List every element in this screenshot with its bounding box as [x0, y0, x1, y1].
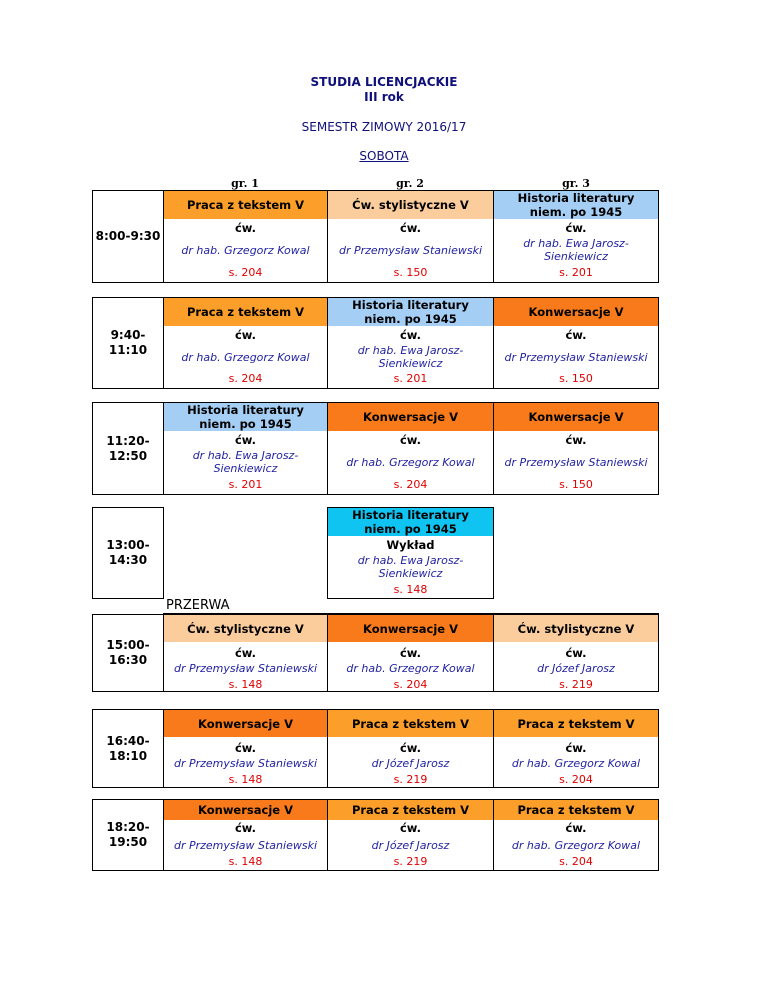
class-type: ćw.	[399, 741, 422, 755]
subject-header: Konwersacje V	[328, 615, 493, 642]
teacher: dr hab. Ewa Jarosz-Sienkiewicz	[357, 554, 464, 580]
room: s. 148	[228, 773, 263, 786]
class-cell[interactable]	[327, 402, 494, 495]
class-cell[interactable]	[493, 614, 659, 692]
class-type: ćw.	[234, 821, 257, 835]
teacher: dr Przemysław Staniewski	[504, 350, 648, 364]
subject-header: Ćw. stylistyczne V	[494, 615, 658, 642]
subject-header: Ćw. stylistyczne V	[328, 191, 493, 219]
time-slot	[92, 507, 164, 599]
time-label: 9:40-11:10	[108, 328, 148, 357]
room: s. 204	[393, 478, 428, 491]
room: s. 219	[393, 773, 428, 786]
teacher: dr Przemysław Staniewski	[173, 838, 318, 852]
teacher: dr Przemysław Staniewski	[338, 243, 483, 257]
class-type: ćw.	[565, 741, 587, 755]
title-line-2: III rok	[364, 90, 404, 104]
day-label: SOBOTA	[359, 149, 409, 163]
time-label: 16:40-18:10	[106, 733, 150, 763]
room: s. 148	[228, 678, 263, 691]
room: s. 148	[393, 583, 428, 596]
class-type: ćw.	[565, 646, 587, 660]
subject-header: Ćw. stylistyczne V	[164, 615, 327, 642]
room: s. 204	[393, 678, 428, 691]
teacher: dr Józef Jarosz	[371, 838, 450, 852]
room: s. 150	[559, 478, 593, 491]
subject-header: Praca z tekstem V	[494, 710, 658, 737]
subject-header: Praca z tekstem V	[164, 298, 327, 326]
class-cell[interactable]	[163, 799, 328, 871]
teacher: dr Józef Jarosz	[371, 756, 450, 770]
subject-header: Konwersacje V	[164, 710, 327, 737]
teacher: dr hab. Ewa Jarosz-Sienkiewicz	[192, 449, 299, 475]
group-header-1: gr. 1	[231, 177, 259, 190]
room: s. 201	[393, 372, 428, 385]
time-label: 11:20-12:50	[106, 433, 150, 463]
class-type: ćw.	[399, 433, 422, 447]
room: s. 150	[559, 372, 593, 385]
class-cell[interactable]	[493, 799, 659, 871]
teacher: dr Przemysław Staniewski	[504, 455, 648, 469]
subject-header: Praca z tekstem V	[164, 191, 327, 219]
teacher: dr hab. Ewa Jarosz-Sienkiewicz	[523, 237, 629, 263]
semester-label: SEMESTR ZIMOWY 2016/17	[301, 120, 467, 134]
class-cell[interactable]	[493, 402, 659, 495]
room: s. 204	[228, 266, 263, 279]
room: s. 204	[228, 372, 263, 385]
class-type: ćw.	[399, 221, 422, 235]
subject-header: Historia literatury niem. po 1945	[328, 508, 493, 536]
teacher: dr hab. Grzegorz Kowal	[181, 350, 310, 364]
teacher: dr Przemysław Staniewski	[173, 661, 318, 675]
room: s. 201	[559, 266, 593, 279]
class-type: ćw.	[399, 646, 422, 660]
class-type: ćw.	[565, 221, 587, 235]
group-header-3: gr. 3	[562, 177, 590, 190]
teacher: dr Przemysław Staniewski	[173, 756, 318, 770]
subject-header: Praca z tekstem V	[494, 800, 658, 820]
subject-header: Konwersacje V	[164, 800, 327, 820]
subject-header: Konwersacje V	[494, 298, 658, 326]
teacher: dr hab. Grzegorz Kowal	[511, 756, 641, 770]
class-type: ćw.	[234, 646, 257, 660]
class-cell[interactable]	[327, 799, 494, 871]
subject-header: Konwersacje V	[328, 403, 493, 431]
time-slot	[92, 614, 164, 692]
class-cell[interactable]	[327, 190, 494, 283]
room: s. 219	[559, 678, 593, 691]
class-type: ćw.	[399, 821, 422, 835]
time-label: 15:00-16:30	[106, 638, 150, 667]
class-cell[interactable]	[163, 614, 328, 692]
room: s. 148	[228, 855, 263, 868]
subject-header: Historia literatury niem. po 1945	[164, 403, 327, 431]
time-slot	[92, 402, 164, 495]
room: s. 219	[393, 855, 428, 868]
room: s. 204	[559, 855, 593, 868]
class-cell[interactable]	[493, 709, 659, 788]
break-label: PRZERWA	[166, 598, 230, 613]
time-label: 13:00-14:30	[106, 538, 150, 567]
class-type: ćw.	[234, 433, 257, 447]
subject-header: Historia literatury niem. po 1945	[328, 298, 493, 326]
time-label: 8:00-9:30	[95, 229, 161, 243]
time-slot	[92, 297, 164, 389]
room: s. 201	[228, 478, 263, 491]
title-line-1: STUDIA LICENCJACKIE	[310, 75, 458, 89]
class-type: ćw.	[565, 433, 587, 447]
class-type: ćw.	[565, 328, 587, 342]
class-type: Wykład	[386, 538, 435, 552]
class-cell[interactable]	[493, 297, 659, 389]
time-slot	[92, 709, 164, 788]
class-cell[interactable]	[327, 709, 494, 788]
class-cell[interactable]	[327, 614, 494, 692]
time-slot	[92, 190, 164, 283]
class-cell[interactable]	[163, 297, 328, 389]
lecture-cell[interactable]	[327, 507, 494, 599]
class-type: ćw.	[234, 328, 257, 342]
class-type: ćw.	[234, 221, 257, 235]
room: s. 150	[393, 266, 428, 279]
room: s. 204	[559, 773, 593, 786]
teacher: dr hab. Grzegorz Kowal	[181, 243, 310, 257]
time-label: 18:20-19:50	[106, 820, 150, 849]
class-type: ćw.	[234, 741, 257, 755]
subject-header: Praca z tekstem V	[328, 800, 493, 820]
subject-header: Historia literatury niem. po 1945	[494, 191, 658, 219]
subject-header: Praca z tekstem V	[328, 710, 493, 737]
teacher: dr hab. Grzegorz Kowal	[511, 838, 641, 852]
teacher: dr hab. Ewa Jarosz-Sienkiewicz	[357, 344, 464, 370]
class-type: ćw.	[565, 821, 587, 835]
subject-header: Konwersacje V	[494, 403, 658, 431]
class-cell[interactable]	[163, 709, 328, 788]
class-type: ćw.	[399, 328, 422, 342]
teacher: dr hab. Grzegorz Kowal	[346, 455, 475, 469]
teacher: dr hab. Grzegorz Kowal	[346, 661, 475, 675]
class-cell[interactable]	[163, 402, 328, 495]
class-cell[interactable]	[493, 190, 659, 283]
teacher: dr Józef Jarosz	[537, 661, 615, 675]
class-cell[interactable]	[163, 190, 328, 283]
group-header-2: gr. 2	[396, 177, 424, 190]
time-slot	[92, 799, 164, 871]
class-cell[interactable]	[327, 297, 494, 389]
